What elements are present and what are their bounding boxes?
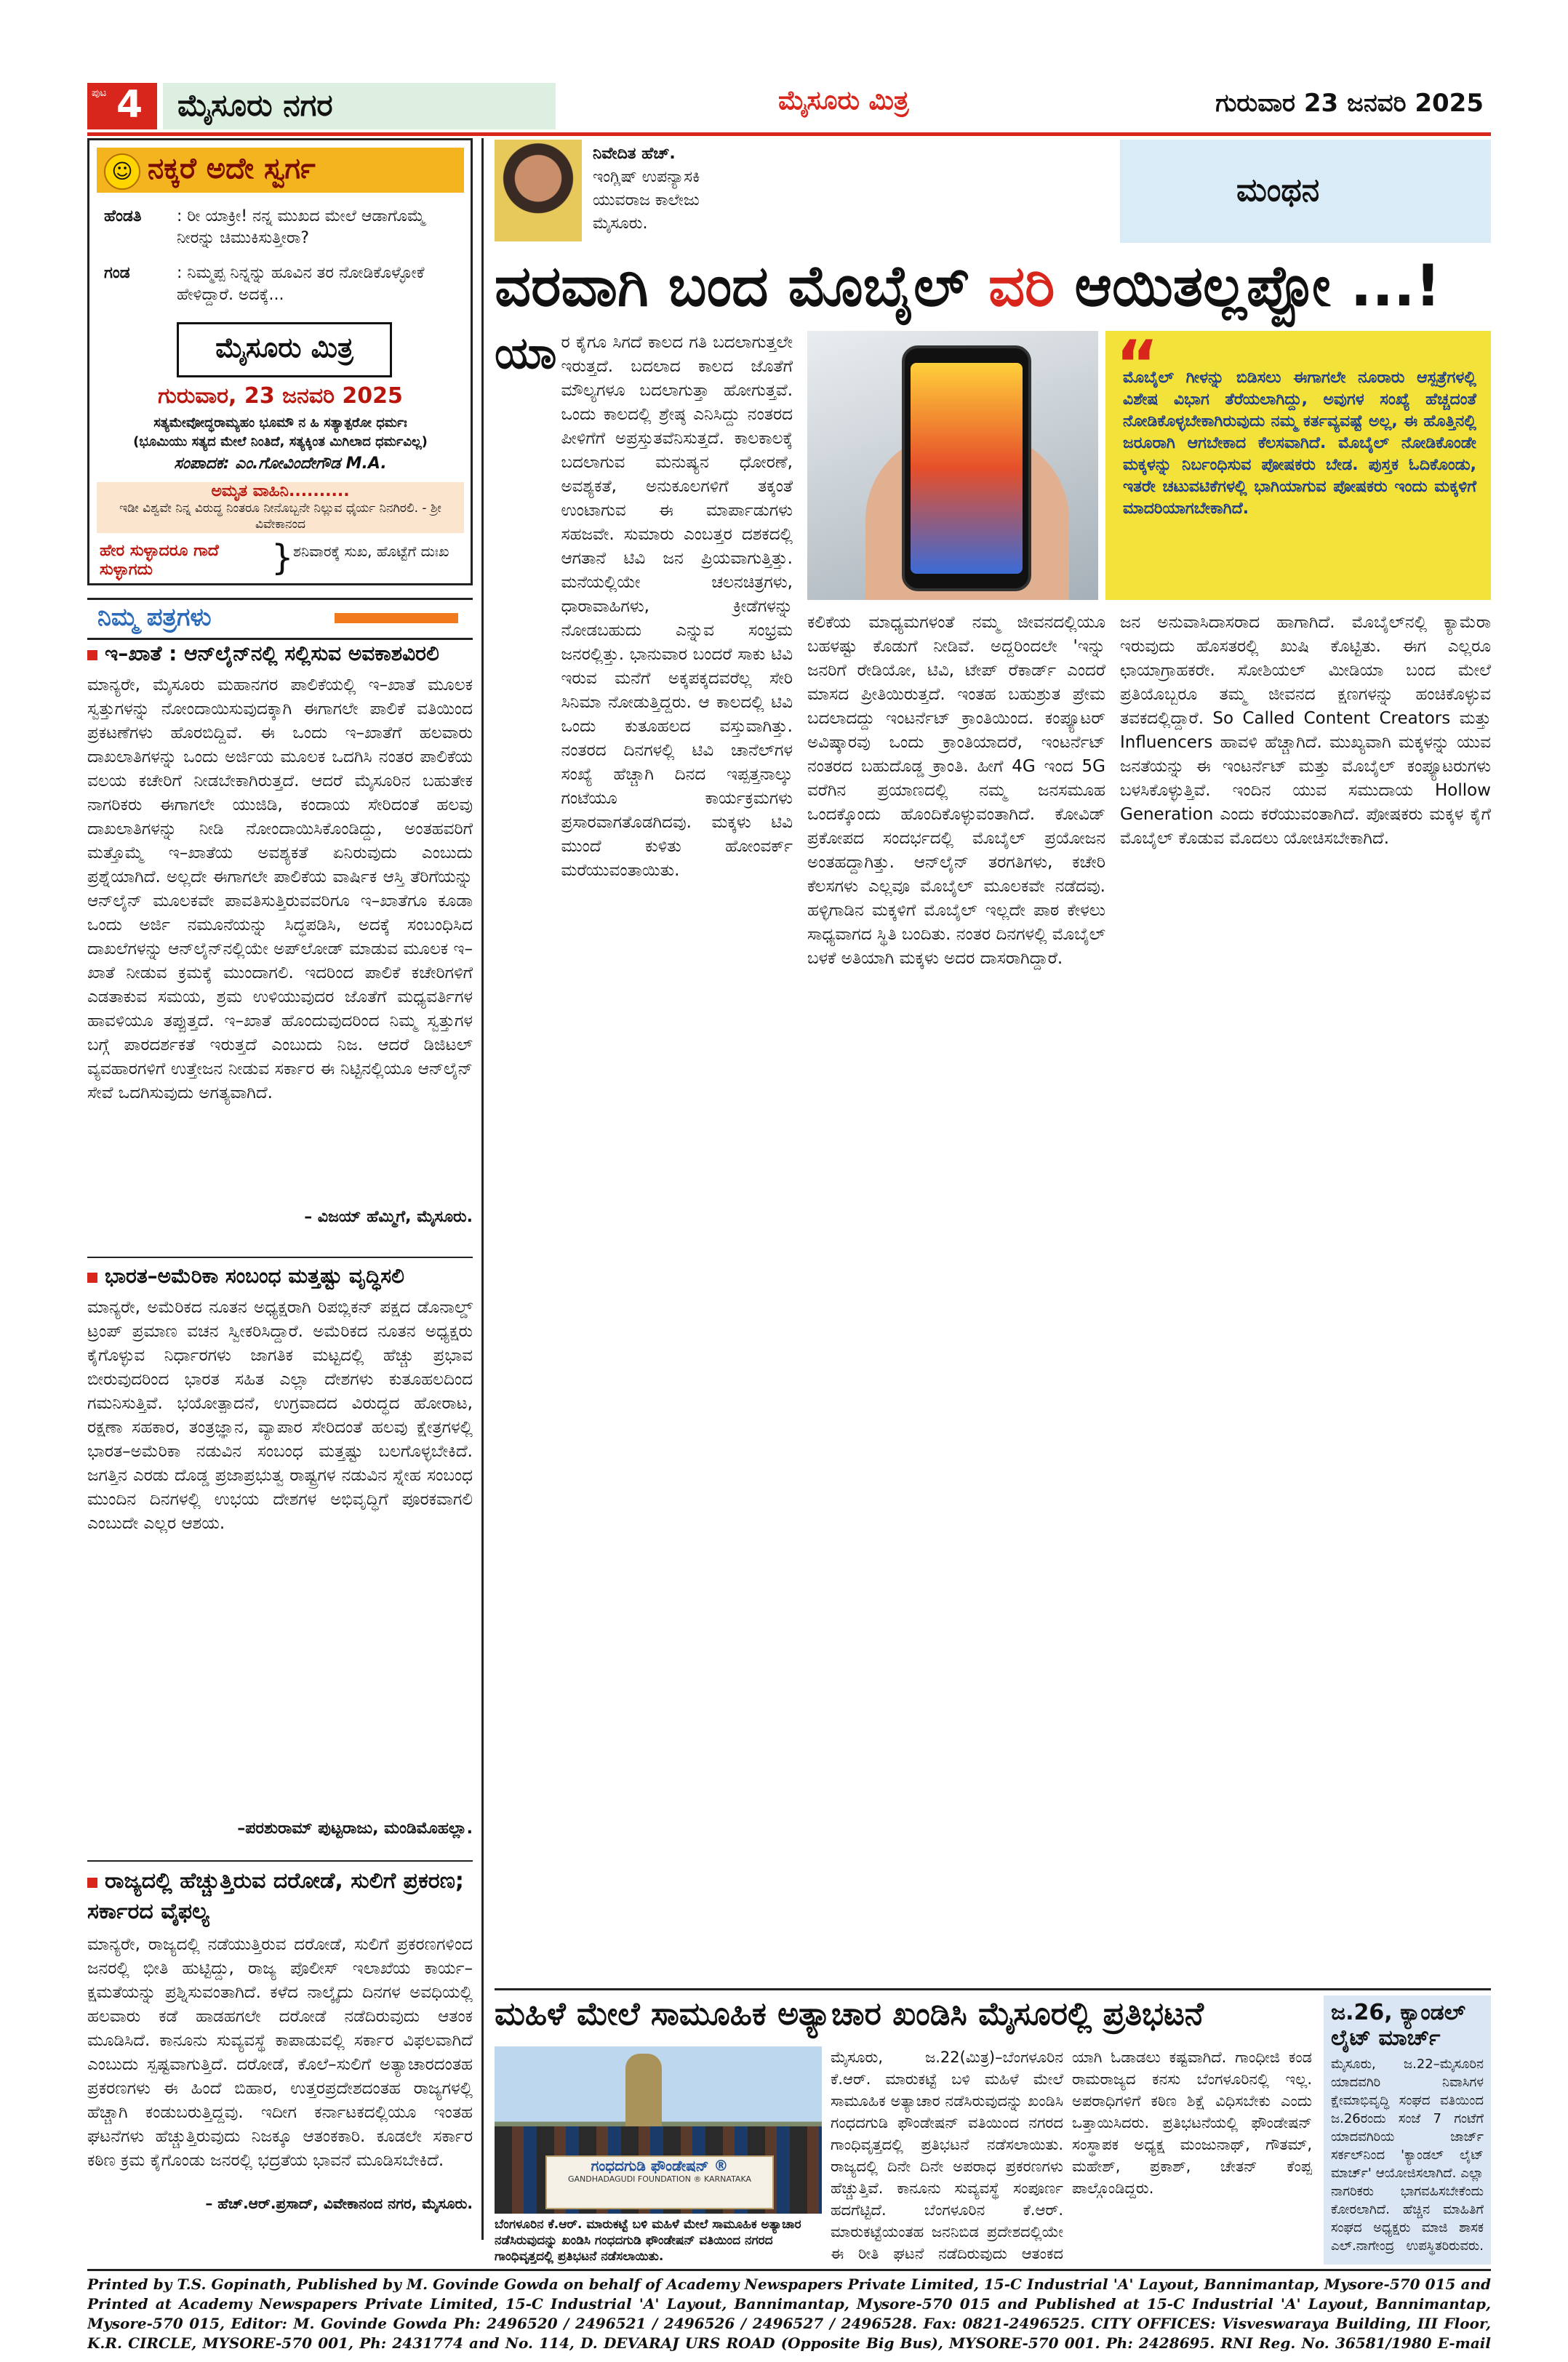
section-banner [1120, 140, 1491, 243]
pull-quote-text: ಮೊಬೈಲ್ ಗೀಳನ್ನು ಬಿಡಿಸಲು ಈಗಾಗಲೇ ನೂರಾರು ಆಸ್ಪತ್ರೆಗಳಲ್ಲಿ ವಿಶೇಷ ವಿಭಾಗ ತೆರೆಯಲಾಗಿದ್ದು, ಅವುಗಳ ಸಂಖ್ಯೆ ಹೆಚ್ಚದಂತೆ ನೋಡಿಕೊಳ್ಳಬೇಕಾಗಿರುವುದು ನಮ್ಮ ಕರ್ತವ್ಯವಷ್ಟೆ ಅಲ್ಲ, ಈ ಹೊತ್ತಿನಲ್ಲಿ ಜರೂರಾಗಿ ಆಗಬೇಕಾದ ಕೆಲಸವಾಗಿದೆ. ಮೊಬೈಲ್ ನೋಡಿಕೊಂಡೇ ಮಕ್ಕಳನ್ನು ನಿರ್ಬಂಧಿಸುವ ಪೋಷಕರು ಬೇಡ. ಪುಸ್ತಕ ಓದಿಕೊಂಡು, ಇತರೇ ಚಟುವಟಿಕೆಗಳಲ್ಲಿ ಭಾಗಿಯಾಗುವ ಪೋಷಕರು ಇಂದು ಮಕ್ಕಳಿಗೆ ಮಾದರಿಯಾಗಬೇಕಾಗಿದೆ. [1123, 369, 1476, 518]
footer-rule [87, 2269, 1491, 2271]
smartphone [902, 345, 1031, 591]
letter-2 [87, 1262, 473, 1851]
author-name: ನಿವೇದಿತ ಹೆಚ್. [593, 145, 676, 163]
masthead-rule [87, 132, 1491, 136]
protest-banner [545, 2155, 774, 2209]
paper-logo-text: ಮೈಸೂರು ಮಿತ್ರ [215, 332, 353, 364]
letter-signature: – ಹೆಚ್.ಆರ್.ಪ್ರಸಾದ್, ವಿವೇಕಾನಂದ ನಗರ, ಮೈಸೂರು. [205, 2195, 473, 2212]
letters-header [87, 598, 473, 640]
author-photo [495, 140, 582, 241]
joke-speaker: ಗಂಡ [104, 264, 130, 282]
pen-icon [335, 613, 458, 623]
masthead-date: ಗುರುವಾರ 23 ಜನವರಿ 2025 [1215, 89, 1484, 118]
candle-title-1: ಜ.26, ಕ್ಯಾಂಡಲ್ [1331, 2000, 1465, 2025]
protest-photo [495, 2046, 822, 2214]
page-number: 4 [116, 83, 143, 127]
candle-box [1324, 1995, 1491, 2265]
section-title: ಮೈಸೂರು ನಗರ [177, 87, 333, 123]
bullet-icon [87, 1878, 97, 1888]
author-college: ಯುವರಾಜ ಕಾಲೇಜು [593, 191, 700, 209]
feature-col-1-text: ರ ಕೈಗೂ ಸಿಗದೆ ಕಾಲದ ಗತಿ ಬದಲಾಗುತ್ತಲೇ ಇರುತ್ತದೆ. ಬದಲಾದ ಕಾಲದ ಜೊತೆಗೆ ಮೌಲ್ಯಗಳೂ ಬದಲಾಗುತ್ತಾ ಹೋಗುತ್ತವೆ. ಒಂದು ಕಾಲದಲ್ಲಿ ಶ್ರೇಷ್ಠ ಎನಿಸಿದ್ದು ನಂತರದ ಪೀಳಿಗೆಗೆ ಅಪ್ರಸ್ತುತವೆನಿಸುತ್ತದೆ. ಕಾಲಕಾಲಕ್ಕೆ ಬದಲಾಗುವ ಮನುಷ್ಯನ ಧೋರಣೆ, ಅವಶ್ಯಕತೆ, ಅನುಕೂಲಗಳಿಗೆ ತಕ್ಕಂತೆ ಉಂಟಾಗುವ ಈ ಮಾರ್ಪಾಡುಗಳು ಸಹಜವೇ. ಸುಮಾರು ಎಂಬತ್ತರ ದಶಕದಲ್ಲಿ ಆಗತಾನೆ ಟಿವಿ ಜನ ಪ್ರಿಯವಾಗುತ್ತಿತ್ತು. ಮನೆಯಲ್ಲಿಯೇ ಚಲನಚಿತ್ರಗಳು, ಧಾರಾವಾಹಿಗಳು, ಕ್ರೀಡೆಗಳನ್ನು ನೋಡಬಹುದು ಎನ್ನುವ ಸಂಭ್ರಮ ಜನರಲ್ಲಿತ್ತು. ಭಾನುವಾರ ಬಂದರೆ ಸಾಕು ಟಿವಿ ಇರುವ ಮನೆಗೆ ಅಕ್ಕಪಕ್ಕದವರೆಲ್ಲ ಸೇರಿ ಸಿನಿಮಾ ನೋಡುತ್ತಿದ್ದರು. ಆ ಕಾಲದಲ್ಲಿ ಟಿವಿ ಒಂದು ಕುತೂಹಲದ ವಸ್ತುವಾಗಿತ್ತು. ನಂತರದ ದಿನಗಳಲ್ಲಿ ಟಿವಿ ಚಾನೆಲ್‌ಗಳ ಸಂಖ್ಯೆ ಹೆಚ್ಚಾಗಿ ದಿನದ ಇಪ್ಪತ್ತನಾಲ್ಕು ಗಂಟೆಯೂ ಕಾರ್ಯಕ್ರಮಗಳು ಪ್ರಸಾರವಾಗತೊಡಗಿದವು. ಮಕ್ಕಳು ಟಿವಿ ಮುಂದೆ ಕುಳಿತು ಹೋಂವರ್ಕ್ ಮರೆಯುವಂತಾಯಿತು. [561, 333, 793, 880]
imprint: Printed by T.S. Gopinath, Published by M. Govinde Gowda on behalf of Academy Newspapers Private Limited, 15-C Industrial 'A' Layout, Bannimantap, Mysore-570 015 and Printed at Academy Newspapers Private Limited, 15-C Industrial 'A' Layout, Bannimantap, Mysore-570 015 and Published at 15-C Industrial 'A' Layout, Bannimantap, Mysore-570 015, Editor: M. Govinde Gowda Ph: 2496520 / 2496521 / 2496526 / 2496527 / 2496528. Fax: 0821-2496525. CITY OFFICES: Visveswaraya Building, III Floor, K.R. CIRCLE, MYSORE-570 001, Ph: 2431774 and No. 114, D. DEVARAJ URS ROAD (Opposite Big Bus), MYSORE-570 001. Ph: 2428695. RNI Reg. No. 36581/1980 E-mail [87, 2275, 1491, 2352]
joke-text: : ನಿಮ್ಮಪ್ಪ ನಿನ್ನನ್ನು ಹೂವಿನ ತರ ನೋಡಿಕೊಳ್ಳೋಕೆ ಹೇಳಿದ್ದಾರೆ. ಅದಕ್ಕೆ... [177, 264, 425, 304]
feature-headline [495, 250, 1491, 323]
protest-col-1: ಮೈಸೂರು, ಜ.22(ಮಿತ್ರ)–ಬೆಂಗಳೂರಿನ ಕೆ.ಆರ್. ಮಾರುಕಟ್ಟೆ ಬಳಿ ಮಹಿಳೆ ಮೇಲೆ ಸಾಮೂಹಿಕ ಅತ್ಯಾಚಾರ ನಡೆಸಿರುವುದನ್ನು ಖಂಡಿಸಿ ಗಂಧದಗುಡಿ ಫೌಂಡೇಷನ್ ವತಿಯಿಂದ ನಗರದ ಗಾಂಧಿವೃತ್ತದಲ್ಲಿ ಪ್ರತಿಭಟನೆ ನಡೆಸಲಾಯಿತು. ರಾಜ್ಯದಲ್ಲಿ ದಿನೇ ದಿನೇ ಅಪರಾಧ ಪ್ರಕರಣಗಳು ಹೆಚ್ಚುತ್ತಿವೆ. ಕಾನೂನು ಸುವ್ಯವಸ್ಥೆ ಸಂಪೂರ್ಣ ಹದಗೆಟ್ಟಿದೆ. ಬೆಂಗಳೂರಿನ ಕೆ.ಆರ್. ಮಾರುಕಟ್ಟೆಯಂತಹ ಜನನಿಬಿಡ ಪ್ರದೇಶದಲ್ಲಿಯೇ ಈ ರೀತಿ ಘಟನೆ ನಡೆದಿರುವುದು ಆತಂಕದ [831, 2049, 1063, 2262]
divider [87, 1860, 473, 1862]
issue-date: ಗುರುವಾರ, 23 ಜನವರಿ 2025 [158, 383, 403, 409]
author-city: ಮೈಸೂರು. [593, 215, 648, 233]
headline-part-2: ಆಯಿತಲ್ಲಪ್ಪೋ ...! [1074, 254, 1441, 319]
joke-text: : ರೀ ಯಾಕ್ರೀ! ನನ್ನ ಮುಖದ ಮೇಲೆ ಆಡಾಗೊಮ್ಮೆ ನೀರನ್ನು ಚಿಮುಕಿಸುತ್ತೀರಾ? [177, 207, 425, 247]
feature-col-2: ಕಲಿಕೆಯ ಮಾಧ್ಯಮಗಳಂತೆ ನಮ್ಮ ಜೀವನದಲ್ಲಿಯೂ ಬಹಳಷ್ಟು ಕೊಡುಗೆ ನೀಡಿವೆ. ಅದ್ದರಿಂದಲೇ 'ಇನ್ನು ಜನರಿಗೆ ರೇಡಿಯೋ, ಟಿವಿ, ಟೇಪ್ ರೆಕಾರ್ಡ್ ಎಂದರೆ ಮಾಸದ ಪ್ರೀತಿಯಿರುತ್ತದೆ. ಇಂತಹ ಬಹುಶ್ರುತ ಪ್ರೇಮ ಬದಲಾದದ್ದು ಇಂಟರ್ನೆಟ್ ಕ್ರಾಂತಿಯಿಂದ. ಕಂಪ್ಯೂಟರ್ ಅವಿಷ್ಕಾರವು ಒಂದು ಕ್ರಾಂತಿಯಾದರೆ, ಇಂಟರ್ನೆಟ್ ನಂತರದ ಬಹುದೊಡ್ಡ ಕ್ರಾಂತಿ. ಹೀಗೆ 4G ಇಂದ 5G ವರೆಗಿನ ಪ್ರಯಾಣದಲ್ಲಿ ನಮ್ಮ ಜನಸಮೂಹ ಒಂದಕ್ಕೊಂದು ಹೊಂದಿಕೊಳ್ಳುವಂತಾಗಿದೆ. ಕೋವಿಡ್ ಪ್ರಕೋಪದ ಸಂದರ್ಭದಲ್ಲಿ ಮೊಬೈಲ್ ಪ್ರಯೋಜನ ಅಂತಹದ್ದಾಗಿತ್ತು. ಆನ್‌ಲೈನ್ ತರಗತಿಗಳು, ಕಚೇರಿ ಕೆಲಸಗಳು ಎಲ್ಲವೂ ಮೊಬೈಲ್ ಮೂಲಕವೇ ನಡೆದವು. ಹಳ್ಳಿಗಾಡಿನ ಮಕ್ಕಳಿಗೆ ಮೊಬೈಲ್ ಇಲ್ಲದೇ ಪಾಠ ಕೇಳಲು ಸಾಧ್ಯವಾಗದ ಸ್ಥಿತಿ ಬಂದಿತು. ನಂತರ ದಿನಗಳಲ್ಲಿ ಮೊಬೈಲ್ ಬಳಕೆ ಅತಿಯಾಗಿ ಮಕ್ಕಳು ಅದರ ದಾಸರಾಗಿದ್ದಾರೆ. [807, 613, 1105, 968]
letter-signature: – ವಿಜಯ್ ಹೆಮ್ಮಿಗೆ, ಮೈಸೂರು. [304, 1208, 473, 1226]
joke-speaker: ಹೆಂಡತಿ [104, 207, 142, 225]
letter-title [87, 1262, 473, 1290]
proverb-left: ಹೇರ ಸುಳ್ಳಾದರೂ ಗಾದೆ ಸುಳ್ಳಾಗದು [100, 542, 219, 579]
letter-3 [87, 1866, 473, 2237]
letter-1 [87, 640, 473, 1244]
letter-body: ಮಾನ್ಯರೇ, ಮೈಸೂರು ಮಹಾನಗರ ಪಾಲಿಕೆಯಲ್ಲಿ ಇ–ಖಾತೆ ಮೂಲಕ ಸ್ವತ್ತುಗಳನ್ನು ನೋಂದಾಯಿಸುವುದಕ್ಕಾಗಿ ಈಗಾಗಲೇ ಪಾಲಿಕೆ ವತಿಯಿಂದ ಪ್ರಕಟಣೆಗಳು ಹೊರಬಿದ್ದಿವೆ. ಈ ಒಂದು ಇ–ಖಾತೆಗೆ ಹಲವಾರು ದಾಖಲಾತಿಗಳನ್ನು ಒಂದು ಅರ್ಜಿಯ ಮೂಲಕ ಒದಗಿಸಿ ನಂತರ ಪಾಲಿಕೆಯ ವಲಯ ಕಚೇರಿಗೆ ನೀಡಬೇಕಾಗಿರುತ್ತದೆ. ಆದರೆ ಮೈಸೂರಿನ ಬಹುತೇಕ ನಾಗರಿಕರು ಈಗಾಗಲೇ ಯುಜಿಡಿ, ಕಂದಾಯ ಸೇರಿದಂತೆ ಹಲವು ದಾಖಲಾತಿಗಳನ್ನು ನೀಡಿ ನೋಂದಾಯಿಸಿಕೊಂಡಿದ್ದು, ಅಂತಹವರಿಗೆ ಮತ್ತೊಮ್ಮೆ ಇ–ಖಾತೆಯ ಅವಶ್ಯಕತೆ ಏನಿರುವುದು ಎಂಬುದು ಪ್ರಶ್ನೆಯಾಗಿದೆ. ಅಲ್ಲದೇ ಈಗಾಗಲೇ ಪಾಲಿಕೆಯ ವಾರ್ಷಿಕ ಆಸ್ತಿ ತೆರಿಗೆಯನ್ನು ಆನ್‌ಲೈನ್ ಮೂಲಕವೇ ಪಾವತಿಸುತ್ತಿರುವವರಿಗೂ ಇ–ಖಾತೆಗೂ ಕೂಡಾ ಒಂದು ಅರ್ಜಿ ನಮೂನೆಯನ್ನು ಸಿದ್ಧಪಡಿಸಿ, ಅದಕ್ಕೆ ಸಂಬಂಧಿಸಿದ ದಾಖಲೆಗಳನ್ನು ಆನ್‌ಲೈನ್‌ನಲ್ಲಿಯೇ ಅಪ್‌ಲೋಡ್ ಮಾಡುವ ಮೂಲಕ ಇ–ಖಾತೆ ನೀಡುವ ಕ್ರಮಕ್ಕೆ ಮುಂದಾಗಲಿ. ಇದರಿಂದ ಪಾಲಿಕೆ ಕಚೇರಿಗಳಿಗೆ ಎಡತಾಕುವ ಸಮಯ, ಶ್ರಮ ಉಳಿಯುವುದರ ಜೊತೆಗೆ ಮಧ್ಯವರ್ತಿಗಳ ಹಾವಳಿಯೂ ತಪ್ಪುತ್ತದೆ. ಇ–ಖಾತೆ ಹೊಂದುವುದರಿಂದ ನಿಮ್ಮ ಸ್ವತ್ತುಗಳ ಬಗ್ಗೆ ಪಾರದರ್ಶಕತೆ ಇರುತ್ತದೆ ಎಂಬುದು ನಿಜ. ಆದರೆ ಡಿಜಿಟಲ್ ವ್ಯವಹಾರಗಳಿಗೆ ಉತ್ತೇಜನ ನೀಡುವ ಸರ್ಕಾರ ಈ ನಿಟ್ಟಿನಲ್ಲಿಯೂ ಆನ್‌ಲೈನ್ ಸೇವೆ ಒದಗಿಸುವುದು ಅಗತ್ಯವಾಗಿದೆ. [87, 676, 473, 1102]
proverb-brace-icon: } [271, 537, 294, 578]
protest-banner-sub: GANDHADAGUDI FOUNDATION ® KARNATAKA [567, 2174, 752, 2184]
masthead [87, 80, 1491, 131]
joke-line-1 [104, 206, 460, 249]
phone-photo [807, 331, 1098, 600]
letter-body: ಮಾನ್ಯರೇ, ಅಮೆರಿಕದ ನೂತನ ಅಧ್ಯಕ್ಷರಾಗಿ ರಿಪಬ್ಲಿಕನ್ ಪಕ್ಷದ ಡೊನಾಲ್ಡ್ ಟ್ರಂಪ್ ಪ್ರಮಾಣ ವಚನ ಸ್ವೀಕರಿಸಿದ್ದಾರೆ. ಅಮೆರಿಕದ ನೂತನ ಅಧ್ಯಕ್ಷರು ಕೈಗೊಳ್ಳುವ ನಿರ್ಧಾರಗಳು ಜಾಗತಿಕ ಮಟ್ಟದಲ್ಲಿ ಹೆಚ್ಚು ಪ್ರಭಾವ ಬೀರುವುದರಿಂದ ಭಾರತ ಸಹಿತ ಎಲ್ಲಾ ದೇಶಗಳು ಕುತೂಹಲದಿಂದ ಗಮನಿಸುತ್ತಿವೆ. ಭಯೋತ್ಪಾದನೆ, ಉಗ್ರವಾದದ ವಿರುದ್ಧದ ಹೋರಾಟ, ರಕ್ಷಣಾ ಸಹಕಾರ, ತಂತ್ರಜ್ಞಾನ, ವ್ಯಾಪಾರ ಸೇರಿದಂತೆ ಹಲವು ಕ್ಷೇತ್ರಗಳಲ್ಲಿ ಭಾರತ–ಅಮೆರಿಕಾ ನಡುವಿನ ಸಂಬಂಧ ಮತ್ತಷ್ಟು ಬಲಗೊಳ್ಳಬೇಕಿದೆ. ಜಗತ್ತಿನ ಎರಡು ದೊಡ್ಡ ಪ್ರಜಾಪ್ರಭುತ್ವ ರಾಷ್ಟ್ರಗಳ ನಡುವಿನ ಸ್ನೇಹ ಸಂಬಂಧ ಮುಂದಿನ ದಿನಗಳಲ್ಲಿ ಉಭಯ ದೇಶಗಳ ಅಭಿವೃದ್ಧಿಗೆ ಪೂರಕವಾಗಲಿ ಎಂಬುದೇ ಎಲ್ಲರ ಆಶಯ. [87, 1298, 473, 1533]
feature-col-1 [495, 328, 793, 1982]
section-band [163, 83, 556, 129]
quote-icon: “ [1116, 327, 1159, 403]
author-role: ಇಂಗ್ಲಿಷ್ ಉಪನ್ಯಾಸಕಿ [593, 168, 700, 186]
letter-title-text: ರಾಜ್ಯದಲ್ಲಿ ಹೆಚ್ಚುತ್ತಿರುವ ದರೋಡೆ, ಸುಲಿಗೆ ಪ್ರಕರಣ; ಸರ್ಕಾರದ ವೈಫಲ್ಯ [87, 1868, 464, 1924]
letter-title-text: ಭಾರತ–ಅಮೆರಿಕಾ ಸಂಬಂಧ ಮತ್ತಷ್ಟು ವೃದ್ಧಿಸಲಿ [105, 1264, 405, 1288]
divider [495, 1988, 1491, 1990]
joke-title: ನಕ್ಕರೆ ಅದೇ ಸ್ವರ್ಗ [148, 152, 316, 185]
section-banner-title: ಮಂಥನ [1236, 172, 1320, 209]
page-label-badge [87, 83, 157, 129]
motto-2: (ಭೂಮಿಯು ಸತ್ಯದ ಮೇಲೆ ನಿಂತಿದೆ, ಸತ್ಯಕ್ಕಿಂತ ಮಿಗಿಲಾದ ಧರ್ಮವಿಲ್ಲ) [133, 434, 428, 449]
amrutha-box [97, 482, 464, 533]
divider [87, 1257, 473, 1258]
page-label: ಪುಟ [92, 87, 107, 99]
author-byline [593, 143, 898, 236]
bullet-icon [87, 1273, 97, 1283]
motto-1: ಸತ್ಯಮೇವೋದ್ಧರಾಮ್ಯಹಂ ಭೂಮೌ ನ ಹಿ ಸತ್ಯಾತ್ಪರೋ ಧರ್ಮಃ [153, 415, 407, 431]
protest-caption: ಬೆಂಗಳೂರಿನ ಕೆ.ಆರ್. ಮಾರುಕಟ್ಟೆ ಬಳಿ ಮಹಿಳೆ ಮೇಲೆ ಸಾಮೂಹಿಕ ಅತ್ಯಾಚಾರ ನಡೆಸಿರುವುದನ್ನು ಖಂಡಿಸಿ ಗಂಧದಗುಡಿ ಫೌಂಡೇಷನ್ ವತಿಯಿಂದ ನಗರದ ಗಾಂಧಿವೃತ್ತದಲ್ಲಿ ಪ್ರತಿಭಟನೆ ನಡೆಸಲಾಯಿತು. [495, 2217, 801, 2264]
letter-title-text: ಇ–ಖಾತೆ : ಆನ್‌ಲೈನ್‌ನಲ್ಲಿ ಸಲ್ಲಿಸುವ ಅವಕಾಶವಿರಲಿ [105, 641, 439, 665]
proverb-right: ಶನಿವಾರಕ್ಕೆ ಸುಖ, ಹೊಟ್ಟೆಗೆ ದುಃಖ [293, 543, 449, 560]
amrutha-text: ಇಡೀ ವಿಶ್ವವೇ ನಿನ್ನ ವಿರುದ್ಧ ನಿಂತರೂ ನೀನೊಬ್ಬನೇ ನಿಲ್ಲುವ ಧೈರ್ಯ ನಿನಗಿರಲಿ. - ಶ್ರೀ ವಿವೇಕಾನಂದ [119, 501, 441, 532]
letter-body: ಮಾನ್ಯರೇ, ರಾಜ್ಯದಲ್ಲಿ ನಡೆಯುತ್ತಿರುವ ದರೋಡೆ, ಸುಲಿಗೆ ಪ್ರಕರಣಗಳಿಂದ ಜನರಲ್ಲಿ ಭೀತಿ ಹುಟ್ಟಿದ್ದು, ರಾಜ್ಯ ಪೊಲೀಸ್ ಇಲಾಖೆಯ ಕಾರ್ಯ–ಕ್ಷಮತೆಯನ್ನು ಪ್ರಶ್ನಿಸುವಂತಾಗಿದೆ. ಕಳೆದ ನಾಲ್ಕೈದು ದಿನಗಳ ಅವಧಿಯಲ್ಲಿ ಹಲವಾರು ಕಡೆ ಹಾಡಹಗಲೇ ದರೋಡೆ ನಡೆದಿರುವುದು ಆತಂಕ ಮೂಡಿಸಿದೆ. ಕಾನೂನು ಸುವ್ಯವಸ್ಥೆ ಕಾಪಾಡುವಲ್ಲಿ ಸರ್ಕಾರ ವಿಫಲವಾಗಿದೆ ಎಂಬುದು ಸ್ಪಷ್ಟವಾಗುತ್ತಿದೆ. ದರೋಡೆ, ಕೊಲೆ–ಸುಲಿಗೆ ಅತ್ಯಾಚಾರದಂತಹ ಪ್ರಕರಣಗಳು ಈ ಹಿಂದೆ ಬಿಹಾರ, ಉತ್ತರಪ್ರದೇಶದಂತಹ ರಾಜ್ಯಗಳಲ್ಲಿ ಹೆಚ್ಚಾಗಿ ಕಂಡುಬರುತ್ತಿದ್ದವು. ಇದೀಗ ಕರ್ನಾಟಕದಲ್ಲಿಯೂ ಇಂತಹ ಘಟನೆಗಳು ಹೆಚ್ಚುತ್ತಿರುವುದು ನಿಜಕ್ಕೂ ಆತಂಕಕಾರಿ. ಕೂಡಲೇ ಸರ್ಕಾರ ಕಠಿಣ ಕ್ರಮ ಕೈಗೊಂಡು ಜನರಲ್ಲಿ ಭದ್ರತೆಯ ಭಾವನೆ ಮೂಡಿಸಬೇಕಿದೆ. [87, 1935, 473, 2170]
joke-line-2 [104, 263, 460, 306]
phone-screen [911, 363, 1023, 574]
headline-part-1: ವರವಾಗಿ ಬಂದ ಮೊಬೈಲ್ [495, 254, 969, 319]
joke-box [87, 138, 473, 585]
pull-quote [1105, 327, 1491, 600]
letter-title [87, 640, 473, 668]
letter-signature: –ಪರಶುರಾಮ್ ಪುಟ್ಟರಾಜು, ಮಂಡಿಮೊಹಲ್ಲಾ. [237, 1819, 473, 1838]
letters-title: ನಿಮ್ಮ ಪತ್ರಗಳು [97, 603, 212, 632]
paper-logo [177, 322, 392, 377]
paper-name: ಮೈಸೂರು ಮಿತ್ರ [778, 86, 909, 116]
candle-body: ಮೈಸೂರು, ಜ.22–ಮೈಸೂರಿನ ಯಾದವಗಿರಿ ನಿವಾಸಿಗಳ ಕ್ಷೇಮಾಭಿವೃದ್ಧಿ ಸಂಘದ ವತಿಯಿಂದ ಜ.26ರಂದು ಸಂಜೆ 7 ಗಂಟೆಗೆ ಯಾದವಗಿರಿಯ ಜಾರ್ಜ್ ಸರ್ಕಲ್‌ನಿಂದ 'ಕ್ಯಾಂಡಲ್ ಲೈಟ್ ಮಾರ್ಚ್' ಆಯೋಜಿಸಲಾಗಿದೆ. ಎಲ್ಲಾ ನಾಗರಿಕರು ಭಾಗವಹಿಸಬೇಕೆಂದು ಕೋರಲಾಗಿದೆ. ಹೆಚ್ಚಿನ ಮಾಹಿತಿಗೆ ಸಂಘದ ಅಧ್ಯಕ್ಷರು ಮಾಜಿ ಶಾಸಕ ಎಲ್.ನಾಗೇಂದ್ರ ಉಪಸ್ಥಿತರಿರುವರು. [1331, 2057, 1484, 2254]
headline-highlight: ವರಿ [988, 254, 1055, 319]
bullet-icon [87, 650, 97, 660]
feature-col-3: ಜನ ಅನುವಾಸಿದಾಸರಾದ ಹಾಗಾಗಿದೆ. ಮೊಬೈಲ್‌ನಲ್ಲಿ ಕ್ಯಾಮೆರಾ ಇರುವುದು ಹೊಸತರಲ್ಲಿ ಖುಷಿ ಕೊಟ್ಟಿತು. ಈಗ ಎಲ್ಲರೂ ಛಾಯಾಗ್ರಾಹಕರೇ. ಸೋಶಿಯಲ್ ಮೀಡಿಯಾ ಬಂದ ಮೇಲೆ ಪ್ರತಿಯೊಬ್ಬರೂ ತಮ್ಮ ಜೀವನದ ಕ್ಷಣಗಳನ್ನು ಹಂಚಿಕೊಳ್ಳುವ ತವಕದಲ್ಲಿದ್ದಾರೆ. So Called Content Creators ಮತ್ತು Influencers ಹಾವಳಿ ಹೆಚ್ಚಾಗಿದೆ. ಮುಖ್ಯವಾಗಿ ಮಕ್ಕಳನ್ನು ಯುವ ಜನತೆಯನ್ನು ಈ ಇಂಟರ್ನೆಟ್ ಮತ್ತು ಮೊಬೈಲ್ ಕಂಪ್ಯೂಟರುಗಳು ಬಳಸಿಕೊಳ್ಳುತ್ತಿವೆ. ಇಂದಿನ ಯುವ ಸಮುದಾಯ Hollow Generation ಎಂದು ಕರೆಯುವಂತಾಗಿದೆ. ಪೋಷಕರು ಮಕ್ಕಳ ಕೈಗೆ ಮೊಬೈಲ್ ಕೊಡುವ ಮೊದಲು ಯೋಚಿಸಬೇಕಾಗಿದೆ. [1120, 613, 1491, 848]
amrutha-title: ಅಮೃತ ವಾಹಿನಿ.......... [211, 482, 350, 500]
joke-header [97, 148, 464, 193]
column-separator [481, 138, 484, 2240]
laugh-icon: ☺ [104, 153, 140, 190]
letter-title [87, 1866, 473, 1927]
drop-cap: ಯಾ [495, 328, 557, 379]
protest-banner-text: ಗಂಧದಗುಡಿ ಫೌಂಡೇಷನ್ ® [591, 2157, 729, 2174]
editor-line: ಸಂಪಾದಕ: ಎಂ.ಗೋವಿಂದೇಗೌಡ M.A. [174, 455, 387, 473]
protest-col-2: ಯಾಗಿ ಓಡಾಡಲು ಕಷ್ಟವಾಗಿದೆ. ಗಾಂಧೀಜಿ ಕಂಡ ರಾಮರಾಜ್ಯದ ಕನಸು ಬೆಂಗಳೂರಿನಲ್ಲಿ ಇಲ್ಲ. ಅಪರಾಧಿಗಳಿಗೆ ಕಠಿಣ ಶಿಕ್ಷೆ ವಿಧಿಸಬೇಕು ಎಂದು ಒತ್ತಾಯಿಸಿದರು. ಪ್ರತಿಭಟನೆಯಲ್ಲಿ ಫೌಂಡೇಷನ್ ಸಂಸ್ಥಾಪಕ ಅಧ್ಯಕ್ಷ ಮಂಜುನಾಥ್, ಗೌತಮ್, ಮಹೇಶ್, ಪ್ರಕಾಶ್, ಚೇತನ್ ಕೆಂಪ್ಪ ಪಾಲ್ಗೊಂಡಿದ್ದರು. [1072, 2049, 1312, 2197]
protest-headline: ಮಹಿಳೆ ಮೇಲೆ ಸಾಮೂಹಿಕ ಅತ್ಯಾಚಾರ ಖಂಡಿಸಿ ಮೈಸೂರಲ್ಲಿ ಪ್ರತಿಭಟನೆ [495, 1995, 1204, 2033]
candle-title-2: ಲೈಟ್ ಮಾರ್ಚ್ [1331, 2025, 1441, 2051]
